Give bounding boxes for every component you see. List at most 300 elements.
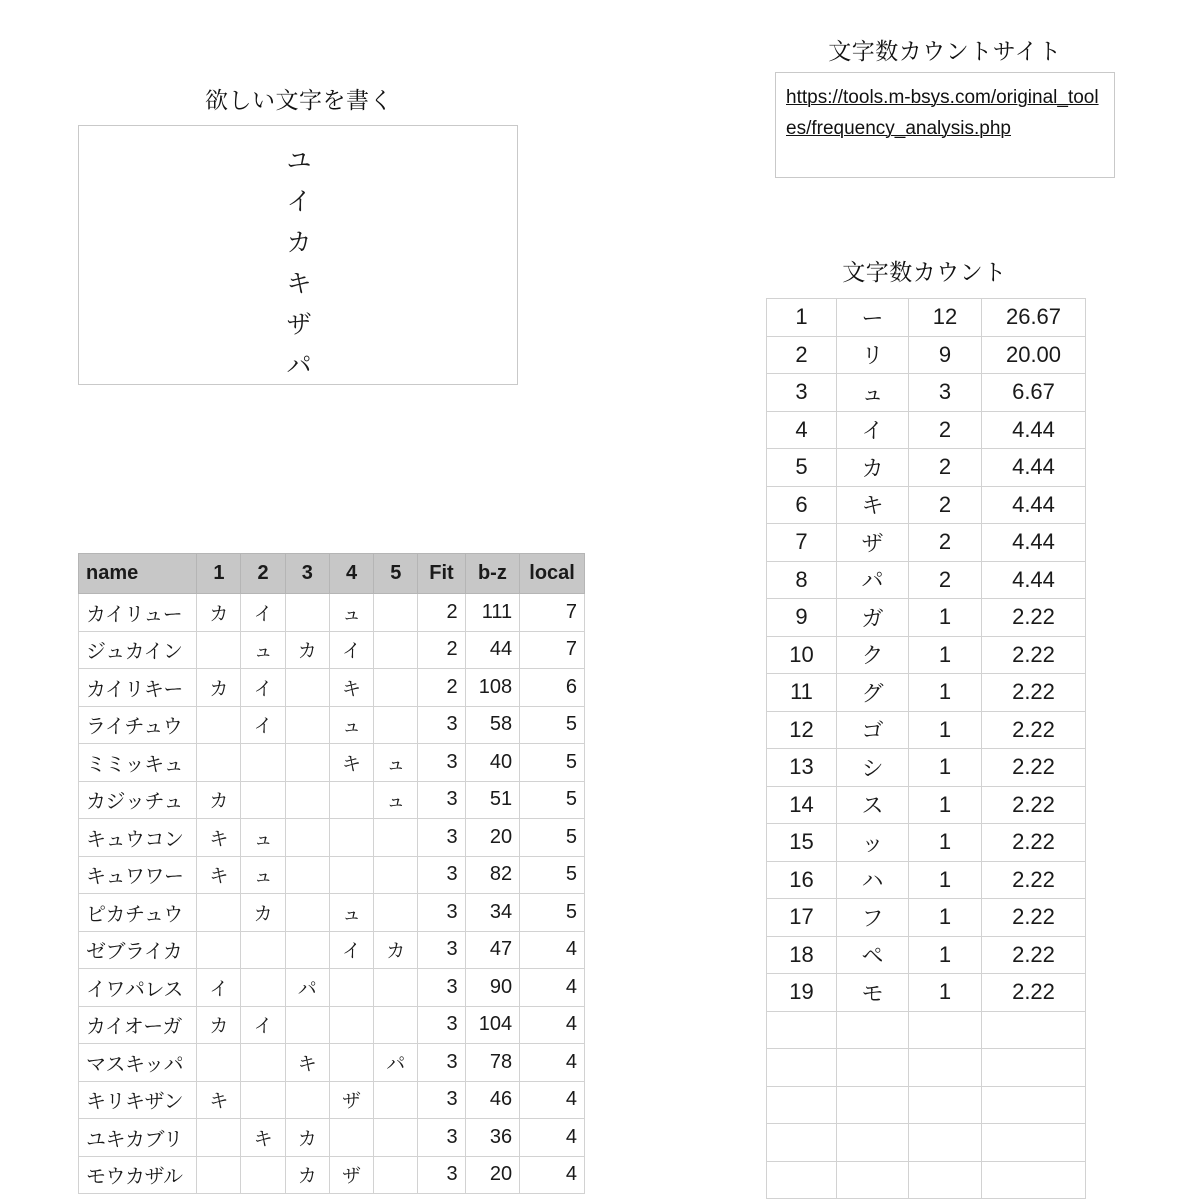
cell-count: 2 (909, 449, 982, 487)
table-row (767, 824, 1086, 862)
cell-fit: 2 (418, 669, 465, 707)
cell-local: 4 (520, 1156, 585, 1194)
cell-local: 5 (520, 706, 585, 744)
cell-local: 5 (520, 856, 585, 894)
cell-percent: 4.44 (982, 486, 1086, 524)
cell-fit: 3 (418, 969, 465, 1007)
cell-name: キュウコン (79, 819, 197, 857)
cell-rank: 19 (767, 974, 837, 1012)
table-row (79, 1044, 585, 1082)
cell-rank: 10 (767, 636, 837, 674)
cell-percent: 20.00 (982, 336, 1086, 374)
cell-k3 (285, 744, 329, 782)
cell-k3 (285, 781, 329, 819)
cell-k5 (374, 669, 418, 707)
cell-percent: 4.44 (982, 561, 1086, 599)
table-row (767, 599, 1086, 637)
cell-percent: 2.22 (982, 824, 1086, 862)
cell-bz: 104 (465, 1006, 520, 1044)
cell-char (837, 1161, 909, 1199)
counter-site-link[interactable]: https://tools.m-bsys.com/original_tooles/frequency_analysis.php (786, 87, 1099, 139)
cell-local: 4 (520, 1081, 585, 1119)
cell-k4: ザ (329, 1156, 373, 1194)
cell-fit: 3 (418, 931, 465, 969)
table-row (767, 411, 1086, 449)
cell-rank (767, 1124, 837, 1162)
table-header-row (79, 554, 585, 594)
cell-count: 12 (909, 299, 982, 337)
cell-char (837, 1124, 909, 1162)
cell-name: ライチュウ (79, 706, 197, 744)
count-panel-title: 文字数カウント (842, 259, 1007, 285)
cell-rank (767, 1086, 837, 1124)
cell-fit: 3 (418, 856, 465, 894)
cell-local: 5 (520, 894, 585, 932)
cell-bz: 82 (465, 856, 520, 894)
table-row (767, 449, 1086, 487)
cell-count: 2 (909, 561, 982, 599)
cell-k3 (285, 819, 329, 857)
table-row (767, 899, 1086, 937)
cell-percent: 2.22 (982, 636, 1086, 674)
table-row (79, 819, 585, 857)
cell-name: ミミッキュ (79, 744, 197, 782)
cell-percent: 2.22 (982, 599, 1086, 637)
cell-k3 (285, 931, 329, 969)
cell-rank (767, 1161, 837, 1199)
cell-fit: 3 (418, 819, 465, 857)
cell-local: 4 (520, 969, 585, 1007)
cell-percent: 2.22 (982, 861, 1086, 899)
table-row (767, 336, 1086, 374)
cell-k5: ュ (374, 781, 418, 819)
cell-k3 (285, 706, 329, 744)
cell-k4 (329, 856, 373, 894)
cell-char: イ (837, 411, 909, 449)
table-row-empty (767, 1011, 1086, 1049)
cell-k2 (241, 969, 285, 1007)
name-match-table-head (79, 554, 585, 594)
cell-k4 (329, 1119, 373, 1157)
cell-fit: 3 (418, 1156, 465, 1194)
cell-percent: 2.22 (982, 899, 1086, 937)
cell-char: グ (837, 674, 909, 712)
table-row (79, 669, 585, 707)
write-character: キ (286, 269, 312, 298)
table-row (767, 561, 1086, 599)
cell-char: ペ (837, 936, 909, 974)
cell-k5: パ (374, 1044, 418, 1082)
column-header-1[interactable]: 1 (197, 554, 241, 594)
cell-k3: キ (285, 1044, 329, 1082)
cell-bz: 51 (465, 781, 520, 819)
cell-count: 1 (909, 824, 982, 862)
cell-k5: カ (374, 931, 418, 969)
cell-local: 4 (520, 1006, 585, 1044)
cell-rank: 17 (767, 899, 837, 937)
cell-bz: 78 (465, 1044, 520, 1082)
cell-char: ク (837, 636, 909, 674)
cell-percent (982, 1011, 1086, 1049)
write-character: イ (286, 187, 312, 216)
cell-k4: キ (329, 744, 373, 782)
cell-name: ジュカイン (79, 631, 197, 669)
write-panel-title: 欲しい文字を書く (205, 87, 393, 113)
cell-rank: 3 (767, 374, 837, 412)
cell-char: ュ (837, 374, 909, 412)
cell-k1 (197, 1119, 241, 1157)
cell-char: ハ (837, 861, 909, 899)
cell-rank (767, 1049, 837, 1087)
cell-name: カジッチュ (79, 781, 197, 819)
cell-k3: カ (285, 1156, 329, 1194)
cell-percent: 2.22 (982, 974, 1086, 1012)
cell-char: ゴ (837, 711, 909, 749)
column-header-name[interactable]: name (79, 554, 197, 594)
cell-name: イワパレス (79, 969, 197, 1007)
cell-k2: イ (241, 669, 285, 707)
cell-k2 (241, 1081, 285, 1119)
cell-k2 (241, 781, 285, 819)
cell-percent: 2.22 (982, 786, 1086, 824)
cell-k5: ュ (374, 744, 418, 782)
cell-count: 1 (909, 711, 982, 749)
write-character: ザ (286, 310, 312, 339)
table-row (767, 524, 1086, 562)
cell-k1 (197, 706, 241, 744)
cell-k4: キ (329, 669, 373, 707)
table-row (767, 861, 1086, 899)
table-row (79, 594, 585, 632)
table-row (79, 706, 585, 744)
cell-bz: 20 (465, 1156, 520, 1194)
cell-k2 (241, 1044, 285, 1082)
cell-count: 1 (909, 636, 982, 674)
cell-k1 (197, 1156, 241, 1194)
cell-bz: 111 (465, 594, 520, 632)
table-row (767, 936, 1086, 974)
cell-k1: カ (197, 781, 241, 819)
table-row (767, 374, 1086, 412)
table-row-empty (767, 1086, 1086, 1124)
cell-k2 (241, 931, 285, 969)
cell-char (837, 1086, 909, 1124)
cell-k1: カ (197, 669, 241, 707)
cell-k2: ュ (241, 631, 285, 669)
cell-rank: 6 (767, 486, 837, 524)
write-character: カ (286, 228, 312, 257)
cell-k3 (285, 669, 329, 707)
table-row (79, 931, 585, 969)
cell-rank: 12 (767, 711, 837, 749)
cell-k1: キ (197, 856, 241, 894)
cell-char: フ (837, 899, 909, 937)
cell-count: 1 (909, 599, 982, 637)
cell-k3 (285, 856, 329, 894)
cell-local: 7 (520, 631, 585, 669)
cell-name: ゼブライカ (79, 931, 197, 969)
cell-char: ス (837, 786, 909, 824)
table-row (79, 631, 585, 669)
url-box (775, 72, 1115, 178)
cell-percent (982, 1161, 1086, 1199)
cell-name: マスキッパ (79, 1044, 197, 1082)
cell-k5 (374, 894, 418, 932)
cell-percent (982, 1124, 1086, 1162)
table-row (767, 974, 1086, 1012)
cell-percent (982, 1049, 1086, 1087)
cell-rank (767, 1011, 837, 1049)
table-row-empty (767, 1049, 1086, 1087)
cell-fit: 3 (418, 1119, 465, 1157)
cell-count: 2 (909, 524, 982, 562)
cell-rank: 9 (767, 599, 837, 637)
cell-count: 1 (909, 674, 982, 712)
cell-k5 (374, 706, 418, 744)
table-row (79, 969, 585, 1007)
column-header-4[interactable]: 4 (329, 554, 373, 594)
cell-k4 (329, 781, 373, 819)
cell-fit: 2 (418, 631, 465, 669)
cell-local: 5 (520, 781, 585, 819)
cell-rank: 2 (767, 336, 837, 374)
write-characters-stack (79, 140, 519, 386)
cell-char: カ (837, 449, 909, 487)
cell-count (909, 1011, 982, 1049)
cell-k1 (197, 744, 241, 782)
cell-percent: 26.67 (982, 299, 1086, 337)
cell-name: ピカチュウ (79, 894, 197, 932)
cell-k5 (374, 856, 418, 894)
cell-k4: ュ (329, 894, 373, 932)
cell-count: 1 (909, 861, 982, 899)
column-header-5[interactable]: 5 (374, 554, 418, 594)
cell-rank: 16 (767, 861, 837, 899)
cell-count: 1 (909, 749, 982, 787)
cell-k5 (374, 819, 418, 857)
cell-local: 5 (520, 744, 585, 782)
cell-rank: 13 (767, 749, 837, 787)
table-row (767, 486, 1086, 524)
cell-fit: 3 (418, 1006, 465, 1044)
cell-k1: キ (197, 1081, 241, 1119)
cell-char: ザ (837, 524, 909, 562)
cell-count (909, 1161, 982, 1199)
cell-char: リ (837, 336, 909, 374)
cell-fit: 3 (418, 1044, 465, 1082)
cell-count: 1 (909, 899, 982, 937)
table-row (79, 1006, 585, 1044)
site-panel-title: 文字数カウントサイト (828, 38, 1062, 64)
table-row-empty (767, 1124, 1086, 1162)
table-row (79, 894, 585, 932)
cell-char: ッ (837, 824, 909, 862)
cell-k1 (197, 894, 241, 932)
cell-percent: 4.44 (982, 524, 1086, 562)
table-row (79, 781, 585, 819)
cell-k3: カ (285, 1119, 329, 1157)
cell-k4: イ (329, 931, 373, 969)
cell-char: キ (837, 486, 909, 524)
cell-local: 4 (520, 931, 585, 969)
cell-k5 (374, 1156, 418, 1194)
cell-k2 (241, 744, 285, 782)
cell-local: 6 (520, 669, 585, 707)
character-count-table (766, 298, 1086, 1199)
cell-name: モウカザル (79, 1156, 197, 1194)
write-textarea[interactable] (78, 125, 518, 385)
cell-k4 (329, 819, 373, 857)
cell-char: シ (837, 749, 909, 787)
cell-bz: 20 (465, 819, 520, 857)
cell-k2: イ (241, 706, 285, 744)
cell-k3 (285, 1081, 329, 1119)
write-character: ユ (286, 146, 312, 175)
cell-char (837, 1011, 909, 1049)
cell-name: カイリュー (79, 594, 197, 632)
cell-name: ユキカブリ (79, 1119, 197, 1157)
cell-local: 5 (520, 819, 585, 857)
cell-percent: 6.67 (982, 374, 1086, 412)
cell-rank: 15 (767, 824, 837, 862)
cell-count: 1 (909, 786, 982, 824)
table-row (79, 1156, 585, 1194)
cell-k2: ュ (241, 856, 285, 894)
cell-percent: 4.44 (982, 449, 1086, 487)
cell-fit: 3 (418, 706, 465, 744)
cell-k5 (374, 1006, 418, 1044)
cell-char: モ (837, 974, 909, 1012)
cell-name: カイリキー (79, 669, 197, 707)
cell-k4 (329, 1044, 373, 1082)
cell-k5 (374, 594, 418, 632)
cell-k1: キ (197, 819, 241, 857)
cell-k2: イ (241, 594, 285, 632)
cell-k3: パ (285, 969, 329, 1007)
cell-bz: 47 (465, 931, 520, 969)
table-row (79, 744, 585, 782)
table-row (79, 1119, 585, 1157)
cell-k3: カ (285, 631, 329, 669)
cell-k3 (285, 1006, 329, 1044)
cell-local: 4 (520, 1044, 585, 1082)
table-row (767, 636, 1086, 674)
cell-count (909, 1124, 982, 1162)
cell-char (837, 1049, 909, 1087)
cell-percent (982, 1086, 1086, 1124)
cell-rank: 5 (767, 449, 837, 487)
cell-char: ー (837, 299, 909, 337)
table-row-empty (767, 1161, 1086, 1199)
cell-char: パ (837, 561, 909, 599)
cell-name: カイオーガ (79, 1006, 197, 1044)
cell-k3 (285, 894, 329, 932)
cell-percent: 2.22 (982, 711, 1086, 749)
cell-bz: 34 (465, 894, 520, 932)
name-match-table (78, 553, 585, 1194)
cell-k4: ュ (329, 706, 373, 744)
cell-k5 (374, 1119, 418, 1157)
cell-k1: カ (197, 594, 241, 632)
cell-local: 4 (520, 1119, 585, 1157)
table-row (79, 1081, 585, 1119)
cell-k2: イ (241, 1006, 285, 1044)
column-header-bz[interactable]: b-z (465, 554, 520, 594)
cell-local: 7 (520, 594, 585, 632)
character-count-table-body (767, 299, 1086, 1199)
table-row (767, 786, 1086, 824)
cell-percent: 2.22 (982, 936, 1086, 974)
cell-k1 (197, 1044, 241, 1082)
cell-k2: ュ (241, 819, 285, 857)
cell-k4 (329, 1006, 373, 1044)
cell-fit: 2 (418, 594, 465, 632)
cell-k3 (285, 594, 329, 632)
cell-k5 (374, 969, 418, 1007)
cell-fit: 3 (418, 744, 465, 782)
table-row (767, 674, 1086, 712)
column-header-2[interactable]: 2 (241, 554, 285, 594)
cell-fit: 3 (418, 781, 465, 819)
column-header-3[interactable]: 3 (285, 554, 329, 594)
cell-bz: 44 (465, 631, 520, 669)
cell-k5 (374, 1081, 418, 1119)
cell-rank: 7 (767, 524, 837, 562)
cell-count: 9 (909, 336, 982, 374)
cell-count: 2 (909, 486, 982, 524)
cell-k2: カ (241, 894, 285, 932)
cell-count: 3 (909, 374, 982, 412)
cell-percent: 2.22 (982, 674, 1086, 712)
cell-bz: 90 (465, 969, 520, 1007)
table-row (767, 299, 1086, 337)
cell-rank: 1 (767, 299, 837, 337)
cell-name: キュワワー (79, 856, 197, 894)
table-row (767, 711, 1086, 749)
write-character: パ (286, 351, 312, 380)
cell-count: 1 (909, 936, 982, 974)
cell-percent: 4.44 (982, 411, 1086, 449)
cell-k2 (241, 1156, 285, 1194)
cell-k1: カ (197, 1006, 241, 1044)
column-header-local[interactable]: local (520, 554, 585, 594)
table-row (79, 856, 585, 894)
cell-count: 2 (909, 411, 982, 449)
cell-count: 1 (909, 974, 982, 1012)
cell-k2: キ (241, 1119, 285, 1157)
cell-percent: 2.22 (982, 749, 1086, 787)
cell-fit: 3 (418, 1081, 465, 1119)
cell-bz: 46 (465, 1081, 520, 1119)
cell-rank: 8 (767, 561, 837, 599)
cell-fit: 3 (418, 894, 465, 932)
cell-count (909, 1049, 982, 1087)
cell-rank: 18 (767, 936, 837, 974)
cell-k4: ュ (329, 594, 373, 632)
cell-rank: 11 (767, 674, 837, 712)
cell-name: キリキザン (79, 1081, 197, 1119)
cell-k5 (374, 631, 418, 669)
cell-bz: 108 (465, 669, 520, 707)
column-header-fit[interactable]: Fit (418, 554, 465, 594)
name-match-table-body (79, 594, 585, 1194)
cell-bz: 40 (465, 744, 520, 782)
cell-k4 (329, 969, 373, 1007)
table-row (767, 749, 1086, 787)
cell-k1: イ (197, 969, 241, 1007)
cell-k4: イ (329, 631, 373, 669)
cell-count (909, 1086, 982, 1124)
